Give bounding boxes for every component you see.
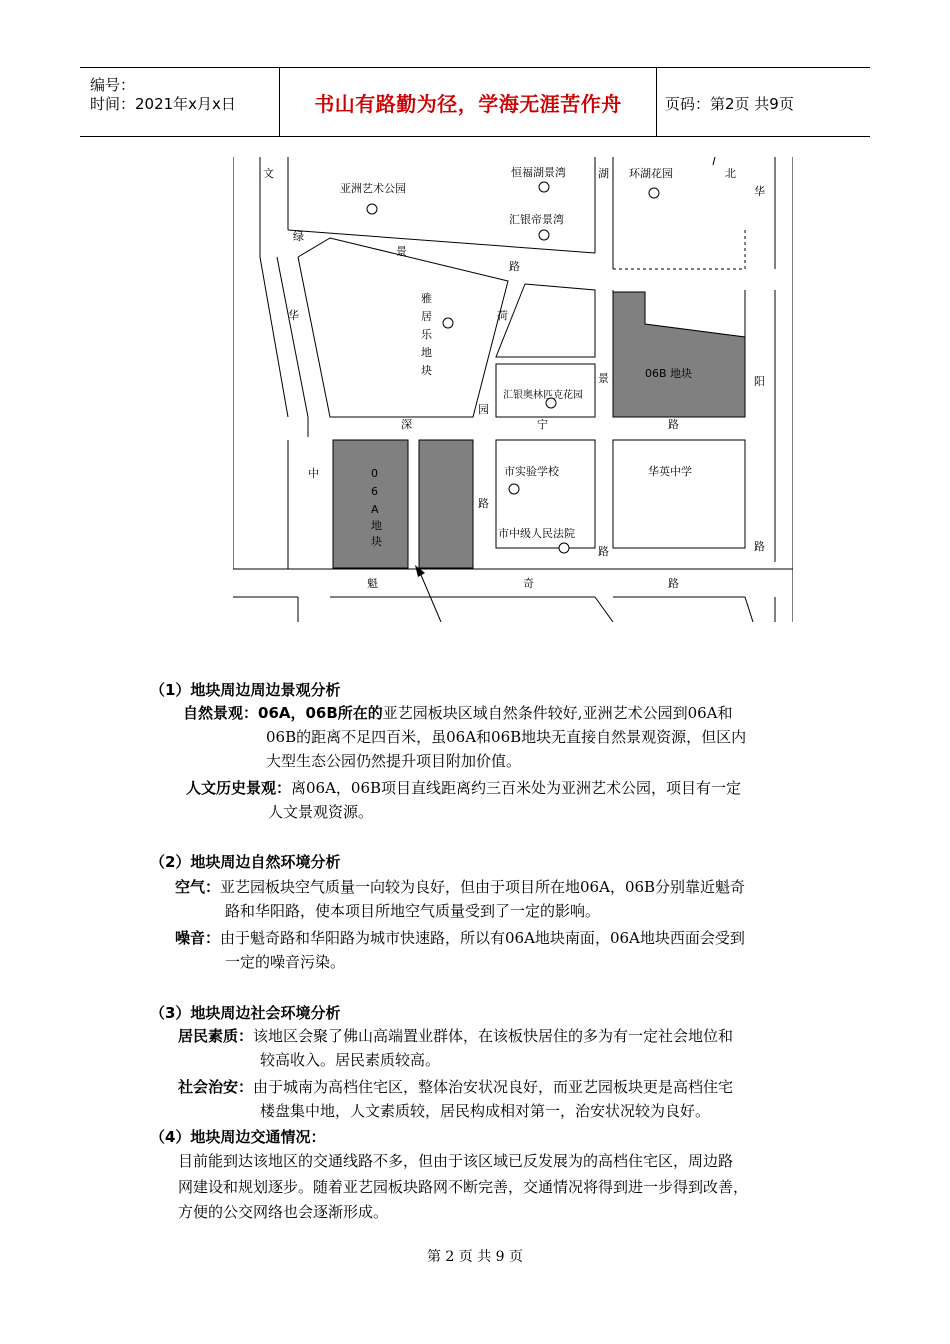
header-motto [279, 68, 657, 136]
s4-line1: 目前能到达该地区的交通线路不多，但由于该区域已反发展为的高档住宅区，周边路 [178, 1152, 734, 1170]
s2-air-line1 [175, 876, 745, 898]
block-yajule [298, 238, 508, 417]
s3-security-line2: 楼盘集中地，人文素质较，居民构成相对第一，治安状况较为良好。 [260, 1102, 711, 1120]
road-jing2: 景 [598, 372, 609, 385]
s3-residents-line2: 较高收入。居民素质较高。 [260, 1051, 441, 1069]
road-lv: 绿 [293, 230, 304, 243]
road-lu6: 路 [668, 577, 679, 590]
hengfu-marker [539, 182, 549, 192]
page-number-label: 页码：第2页 共9页 [665, 95, 794, 113]
road-zhong: 中 [308, 467, 319, 480]
label-huiyin-dijing: 汇银帝景湾 [509, 213, 564, 226]
label-plot-06a-0: 0 [371, 467, 378, 480]
s2-air-line2: 路和华阳路，使本项目所地空气质量受到了一定的影响。 [225, 902, 601, 920]
label-huanhu: 环湖花园 [629, 167, 673, 180]
road-yang: 阳 [754, 375, 765, 388]
road-bei: 北 [725, 167, 736, 180]
s2-air-text1: 亚艺园板块空气质量一向较为良好，但由于项目所在地06A，06B分别靠近魁奇 [220, 878, 746, 896]
road-hu: 湖 [598, 167, 609, 180]
label-asia-art-park: 亚洲艺术公园 [340, 182, 406, 195]
plot-06a-east [419, 440, 473, 568]
road-edge [745, 597, 753, 622]
road-edge [260, 257, 288, 417]
section-1-title: （1）地块周边周边景观分析 [150, 681, 341, 699]
s3-residents-label: 居民素质： [178, 1027, 254, 1045]
court-marker [559, 543, 569, 553]
road-shen: 深 [401, 418, 412, 431]
block-huaying [613, 440, 745, 548]
site-map-svg [233, 157, 793, 622]
s4-line2: 网建设和规划逐步。随着亚艺园板块路网不断完善，交通情况将得到进一步得到改善， [178, 1178, 749, 1196]
label-plot-06a-4: 块 [371, 535, 382, 548]
road-edge [277, 257, 308, 417]
s1-natural-line3: 大型生态公园仍然提升项目附加价值。 [266, 752, 522, 770]
huiyin-dijing-marker [539, 230, 549, 240]
header-meta [80, 68, 279, 136]
road-hua1: 华 [754, 185, 765, 198]
s1-humanity-line1 [186, 777, 741, 799]
s1-natural-text1: 亚艺园板块区域自然条件较好,亚洲艺术公园到06A和 [382, 704, 733, 722]
label-plot-06a-3: 地 [371, 519, 382, 532]
s2-noise-text1: 由于魁奇路和华阳路为城市快速路，所以有06A地块南面，06A地块西面会受到 [220, 929, 745, 947]
page-header [80, 67, 870, 137]
page-footer: 第 2 页 共 9 页 [426, 1249, 524, 1265]
s1-natural-line2: 06B的距离不足四百米，虽06A和06B地块无直接自然景观资源，但区内 [266, 728, 747, 746]
road-hua2: 华 [288, 309, 299, 322]
s1-natural-label: 自然景观：06A，06B所在的 [183, 704, 383, 722]
road-yuan: 园 [478, 403, 489, 416]
road-qi: 奇 [523, 577, 534, 590]
s2-noise-line2: 一定的噪音污染。 [225, 953, 346, 971]
s1-humanity-label: 人文历史景观： [186, 779, 292, 797]
label-school: 市实验学校 [504, 465, 559, 478]
section-3-title: （3）地块周边社会环境分析 [150, 1004, 341, 1022]
road-edge [713, 157, 715, 165]
s3-security-label: 社会治安： [178, 1078, 254, 1096]
label-yajule-1: 居 [421, 310, 432, 323]
label-yajule-0: 雅 [421, 292, 432, 305]
road-edge [595, 597, 613, 622]
label-yajule-2: 乐 [421, 328, 432, 341]
label-plot-06b: 06B 地块 [645, 367, 693, 380]
label-hengfu: 恒福湖景湾 [511, 166, 566, 179]
huanhu-marker [649, 188, 659, 198]
section-4-title: （4）地块周边交通情况： [150, 1128, 326, 1146]
road-lu2: 路 [668, 418, 679, 431]
s2-noise-line1 [175, 927, 745, 949]
label-court: 市中级人民法院 [498, 527, 575, 540]
road-ning: 宁 [537, 418, 548, 431]
s1-humanity-line2: 人文景观资源。 [268, 803, 374, 821]
s3-residents-text1: 该地区会聚了佛山高端置业群体，在该板快居住的多为有一定社会地位和 [253, 1027, 734, 1045]
road-kui: 魁 [367, 577, 378, 590]
time-label: 时间：2021年x月x日 [90, 95, 236, 113]
s3-residents-line1 [178, 1025, 733, 1047]
road-lu5: 路 [754, 540, 765, 553]
plot-06b [613, 292, 745, 417]
road-lu3: 路 [478, 497, 489, 510]
yajule-marker [443, 318, 453, 328]
label-plot-06a-2: A [371, 503, 379, 516]
label-yajule-4: 块 [421, 364, 432, 377]
s3-security-line1 [178, 1076, 733, 1098]
site-map [233, 157, 793, 622]
motto-text: 书山有路勤为径，学海无涯苦作舟 [314, 91, 622, 116]
block-he [496, 284, 595, 357]
s1-humanity-text1: 离06A，06B项目直线距离约三百米处为亚洲艺术公园，项目有一定 [291, 779, 742, 797]
number-label: 编号： [90, 76, 136, 94]
s1-natural-line1 [183, 702, 733, 724]
label-plot-06a-1: 6 [371, 485, 378, 498]
school-marker [509, 484, 519, 494]
road-wen: 文 [263, 167, 274, 180]
s4-line3: 方便的公交网络也会逐渐形成。 [178, 1203, 389, 1221]
road-lu4: 路 [598, 545, 609, 558]
road-he: 荷 [497, 309, 508, 322]
s2-air-label: 空气： [175, 878, 221, 896]
section-2-title: （2）地块周边自然环境分析 [150, 853, 341, 871]
s2-noise-label: 噪音： [175, 929, 221, 947]
s3-security-text1: 由于城南为高档住宅区，整体治安状况良好，而亚艺园板块更是高档住宅 [253, 1078, 734, 1096]
arrow-line [421, 575, 441, 622]
road-jing1: 景 [396, 245, 407, 258]
label-yajule-3: 地 [421, 346, 432, 359]
asia-art-park-marker [367, 204, 377, 214]
label-huiyin-olympic: 汇银奥林匹克花园 [503, 390, 583, 401]
road-lu1: 路 [509, 260, 520, 273]
label-huaying: 华英中学 [648, 465, 692, 478]
